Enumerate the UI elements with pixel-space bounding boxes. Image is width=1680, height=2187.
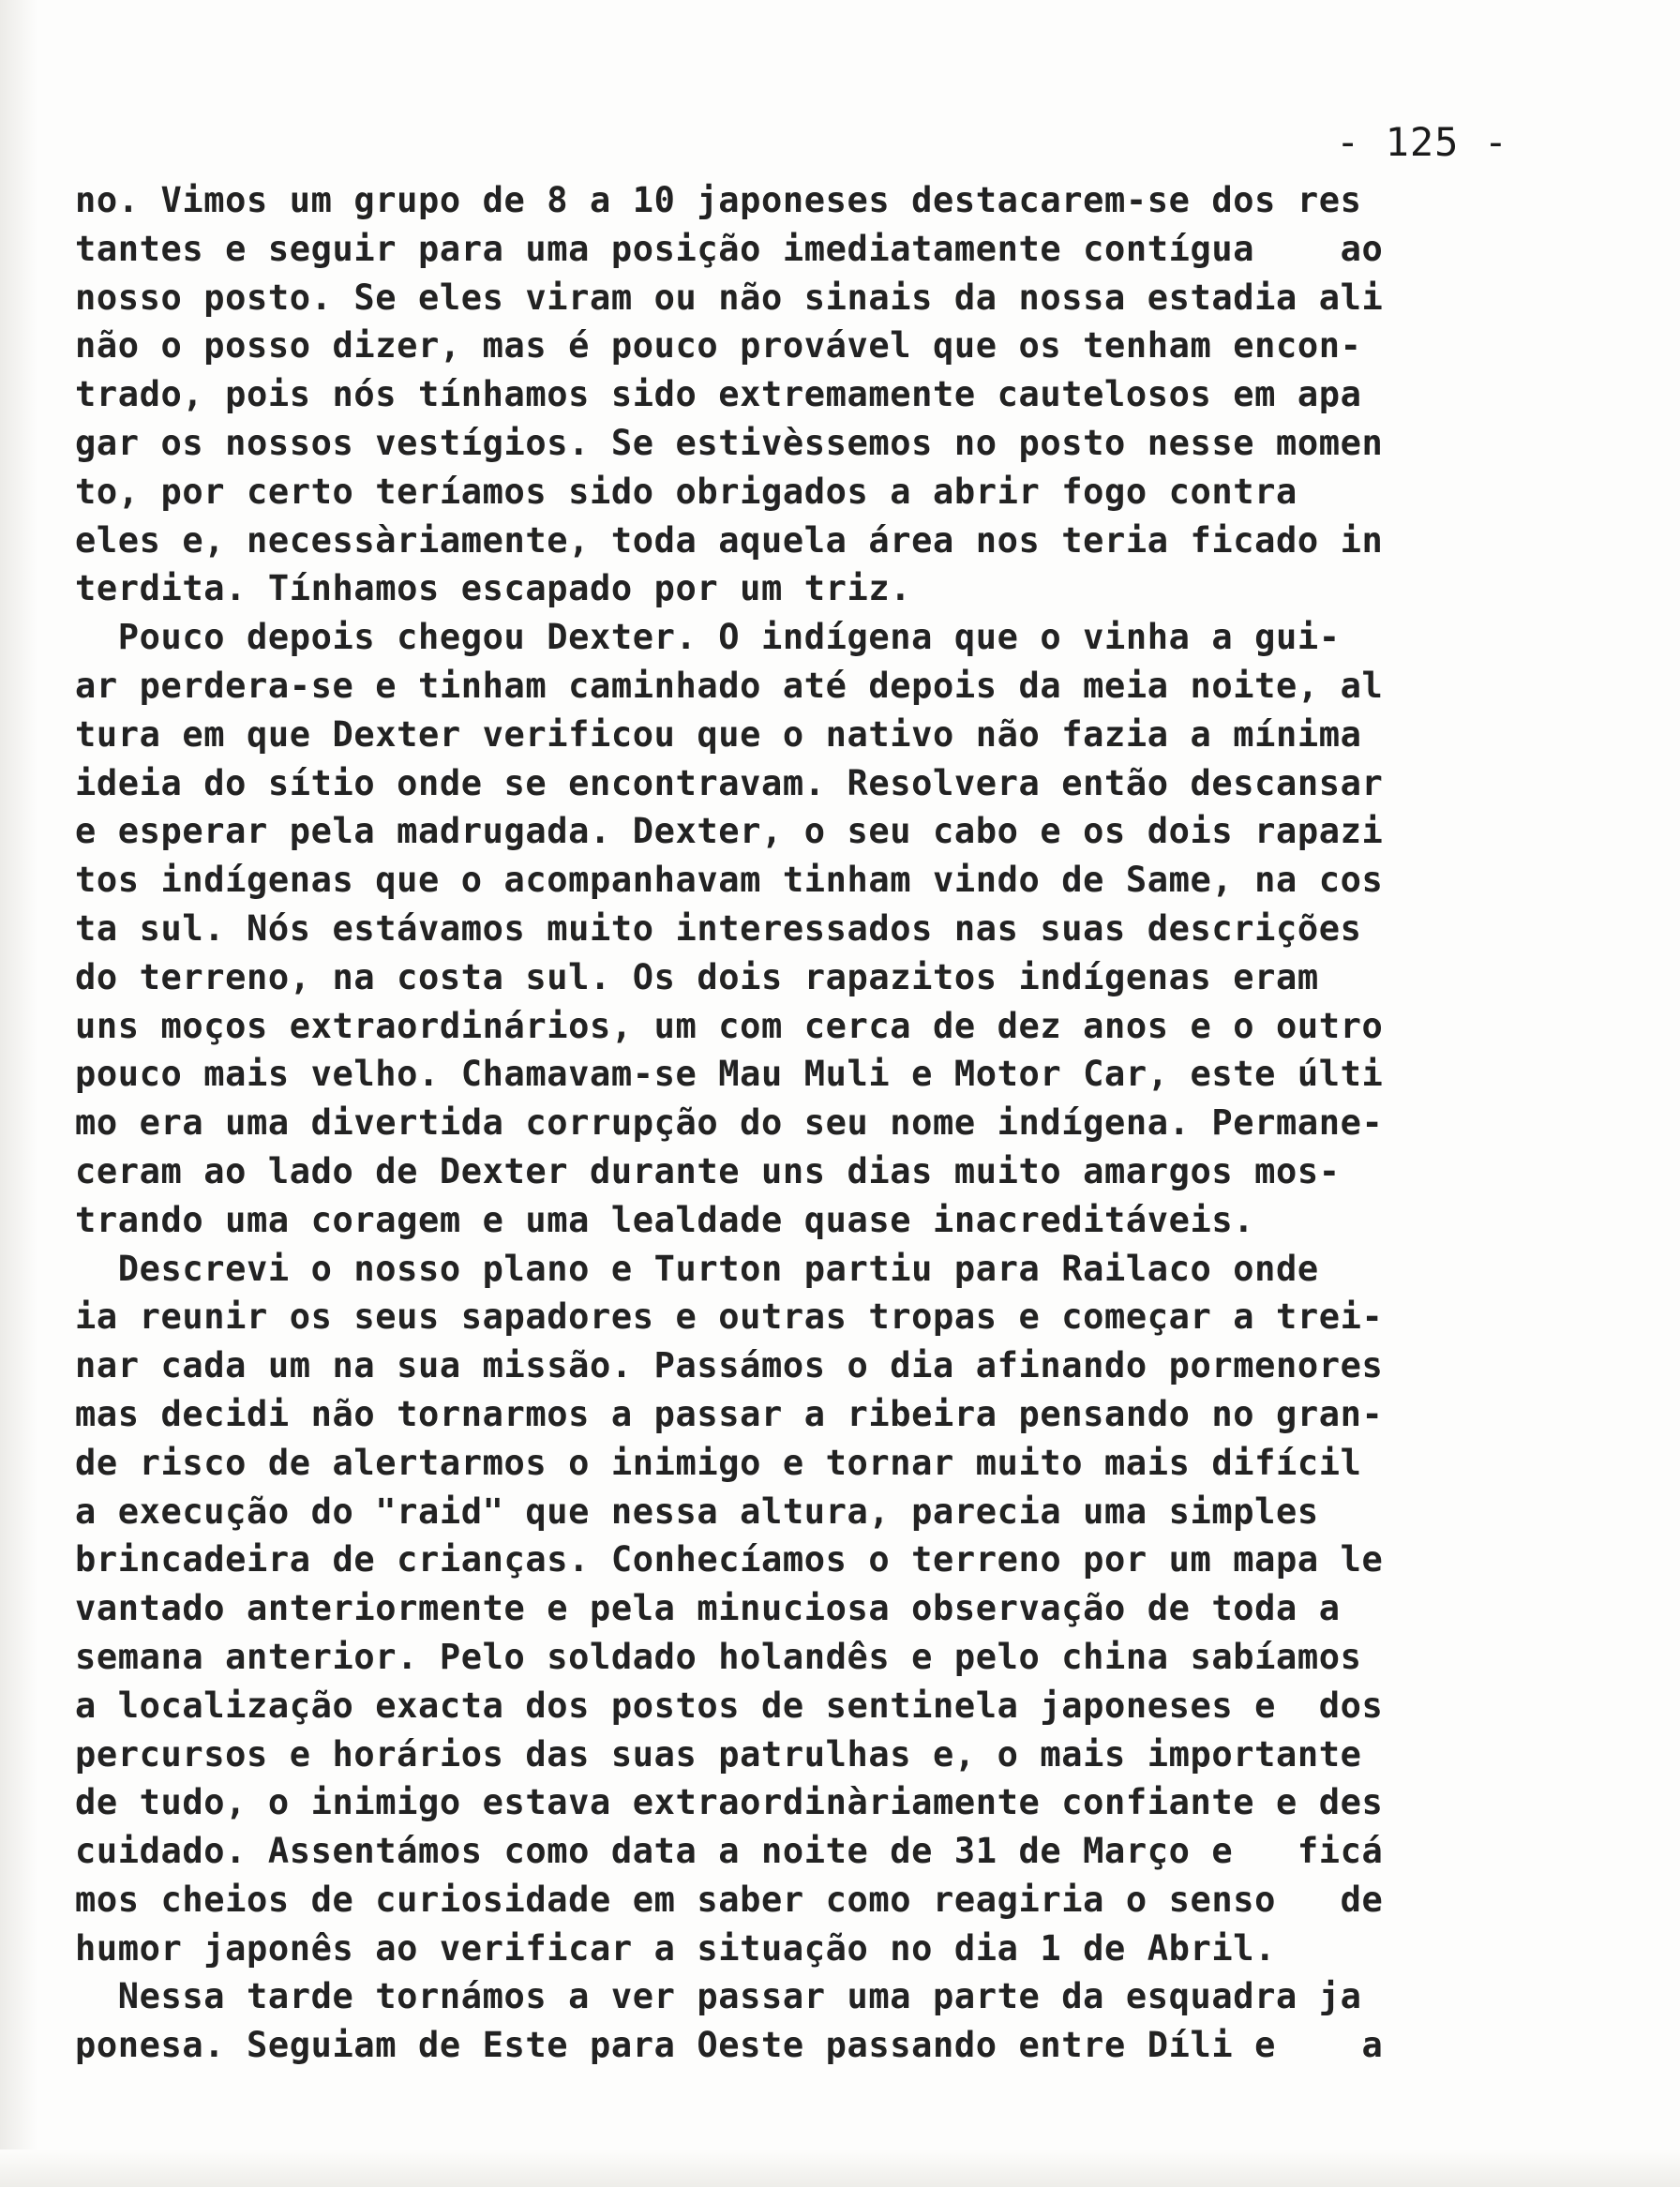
text-line: tura em que Dexter verificou que o nativo não fazia a mínima — [75, 713, 1362, 755]
text-line: trado, pois nós tínhamos sido extremamente cautelosos em apa — [75, 374, 1362, 415]
text-line: não o posso dizer, mas é pouco provável que os tenham encon- — [75, 325, 1362, 367]
text-line: to, por certo teríamos sido obrigados a abrir fogo contra — [75, 471, 1298, 512]
text-line: pouco mais velho. Chamavam-se Mau Muli e Motor Car, este últi — [75, 1054, 1384, 1095]
text-line: percursos e horários das suas patrulhas e, o mais importante — [75, 1733, 1362, 1775]
scan-left-edge — [0, 0, 38, 2187]
text-line: vantado anteriormente e pela minuciosa observação de toda a — [75, 1588, 1341, 1629]
body-text — [75, 176, 1519, 2070]
text-line: ar perdera-se e tinham caminhado até depois da meia noite, al — [75, 665, 1384, 706]
text-line: uns moços extraordinários, um com cerca de dez anos e o outro — [75, 1005, 1384, 1046]
text-line: de risco de alertarmos o inimigo e tornar muito mais difícil — [75, 1442, 1362, 1483]
text-line: do terreno, na costa sul. Os dois rapazitos indígenas eram — [75, 956, 1319, 997]
text-line: mo era uma divertida corrupção do seu nome indígena. Permane- — [75, 1102, 1384, 1144]
text-line: terdita. Tínhamos escapado por um triz. — [75, 568, 912, 609]
text-line: gar os nossos vestígios. Se estivèssemos no posto nesse momen — [75, 422, 1384, 463]
text-line: tantes e seguir para uma posição imediatamente contígua ao — [75, 228, 1384, 269]
text-line: Pouco depois chegou Dexter. O indígena que o vinha a gui- — [75, 617, 1341, 658]
scan-bottom-edge — [0, 2150, 1680, 2187]
text-line: a execução do "raid" que nessa altura, parecia uma simples — [75, 1490, 1319, 1532]
text-line: semana anterior. Pelo soldado holandês e pelo china sabíamos — [75, 1636, 1362, 1677]
text-line: ta sul. Nós estávamos muito interessados nas suas descrições — [75, 907, 1362, 949]
text-line: de tudo, o inimigo estava extraordinàriamente confiante e des — [75, 1782, 1384, 1823]
text-line: cuidado. Assentámos como data a noite de 31 de Março e ficá — [75, 1831, 1384, 1872]
text-line: mos cheios de curiosidade em saber como reagiria o senso de — [75, 1879, 1384, 1920]
text-line: nar cada um na sua missão. Passámos o dia afinando pormenores — [75, 1345, 1384, 1386]
text-line: no. Vimos um grupo de 8 a 10 japoneses destacarem-se dos res — [75, 180, 1362, 220]
text-line: nosso posto. Se eles viram ou não sinais da nossa estadia ali — [75, 277, 1384, 318]
text-line: brincadeira de crianças. Conhecíamos o terreno por um mapa le — [75, 1539, 1384, 1580]
text-line: e esperar pela madrugada. Dexter, o seu cabo e os dois rapazi — [75, 811, 1384, 852]
text-line: Nessa tarde tornámos a ver passar uma parte da esquadra ja — [75, 1976, 1362, 2017]
text-line: eles e, necessàriamente, toda aquela área nos teria ficado in — [75, 519, 1384, 561]
text-line: Descrevi o nosso plano e Turton partiu para Railaco onde — [75, 1248, 1319, 1289]
text-line: ponesa. Seguiam de Este para Oeste passando entre Díli e a — [75, 2025, 1384, 2066]
text-line: ideia do sítio onde se encontravam. Resolvera então descansar — [75, 762, 1384, 803]
text-line: mas decidi não tornarmos a passar a ribeira pensando no gran- — [75, 1393, 1384, 1434]
page-number: - 125 - — [1336, 119, 1509, 165]
text-line: a localização exacta dos postos de sentinela japoneses e dos — [75, 1685, 1384, 1726]
text-line: ia reunir os seus sapadores e outras tropas e começar a trei- — [75, 1296, 1384, 1338]
text-line: trando uma coragem e uma lealdade quase inacreditáveis. — [75, 1199, 1255, 1240]
text-line: tos indígenas que o acompanhavam tinham vindo de Same, na cos — [75, 860, 1384, 901]
text-line: humor japonês ao verificar a situação no dia 1 de Abril. — [75, 1927, 1277, 1969]
text-line: ceram ao lado de Dexter durante uns dias muito amargos mos- — [75, 1150, 1341, 1191]
